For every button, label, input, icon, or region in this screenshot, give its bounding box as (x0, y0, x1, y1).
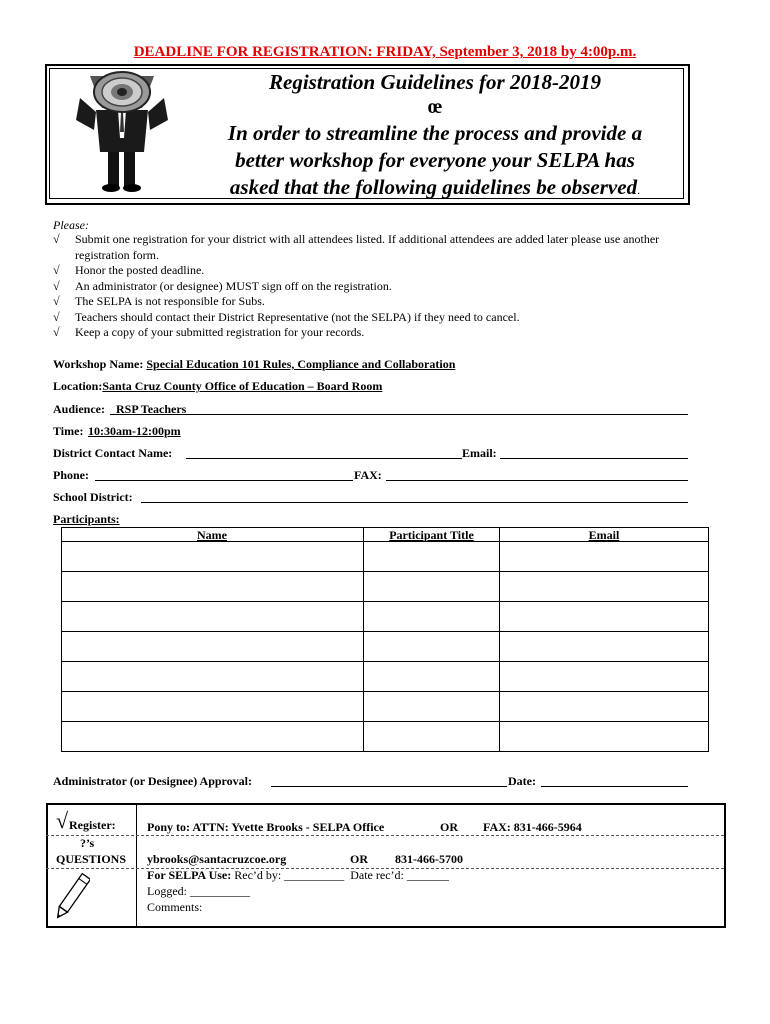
school-district-label: School District: (53, 490, 133, 504)
email-label: Email: (462, 446, 497, 460)
list-item: √ The SELPA is not responsible for Subs. (53, 294, 265, 308)
approval-signature-field[interactable] (271, 786, 507, 787)
name-cell[interactable] (62, 572, 364, 602)
audience-underline (110, 414, 688, 415)
check-icon: √ (53, 325, 60, 339)
list-item: √ Keep a copy of your submitted registration for your records. (53, 325, 365, 339)
workshop-name-row: Workshop Name: Special Education 101 Rules, Compliance and Collaboration (53, 357, 456, 371)
participants-table (61, 527, 709, 752)
checkmark-icon: √ (56, 808, 69, 833)
location-row: Location:Santa Cruz County Office of Education – Board Room (53, 379, 383, 393)
banner-line: In order to streamline the process and provide a (227, 121, 643, 145)
name-cell[interactable] (62, 542, 364, 572)
column-header-title: Participant Title (389, 528, 474, 542)
title-cell[interactable] (363, 692, 500, 722)
header-cell (363, 528, 500, 542)
list-item: √ Submit one registration for your district with all attendees listed. If additional attendees are added later please use another (53, 232, 660, 246)
name-cell[interactable] (62, 722, 364, 752)
questions-label: QUESTIONS (56, 852, 127, 866)
title-cell[interactable] (363, 572, 500, 602)
footer-row-divider (46, 835, 724, 836)
table-row[interactable] (62, 632, 709, 662)
table-row[interactable] (62, 662, 709, 692)
email-cell[interactable] (500, 572, 709, 602)
school-district-field[interactable] (141, 502, 688, 503)
banner-ornament: œ (427, 96, 443, 118)
or-label: OR (350, 852, 368, 866)
district-contact-label: District Contact Name: (53, 446, 173, 460)
name-cell[interactable] (62, 692, 364, 722)
check-icon: √ (53, 294, 60, 308)
list-item: √ An administrator (or designee) MUST sign off on the registration. (53, 278, 392, 293)
table-row[interactable] (62, 572, 709, 602)
check-icon: √ (53, 309, 60, 324)
district-contact-field[interactable] (186, 458, 462, 459)
check-icon: √ (53, 278, 60, 293)
audience-label: Audience: (53, 402, 105, 416)
name-cell[interactable] (62, 662, 364, 692)
register-label: Register: (69, 818, 116, 832)
location-value: Santa Cruz County Office of Education – Board Room (102, 379, 383, 393)
table-row[interactable] (62, 602, 709, 632)
banner-line: better workshop for everyone your SELPA has (235, 148, 635, 172)
list-item: √ Honor the posted deadline. (53, 263, 205, 277)
header-cell (62, 528, 364, 542)
list-item-continuation: registration form. (75, 247, 159, 262)
title-cell[interactable] (363, 662, 500, 692)
email-cell[interactable] (500, 662, 709, 692)
banner-title: Registration Guidelines for 2018-2019 (269, 70, 601, 94)
guidelines-list (53, 232, 703, 341)
column-header-email: Email (588, 528, 620, 542)
time-label: Time: (53, 424, 84, 438)
approval-label: Administrator (or Designee) Approval: (53, 774, 252, 788)
header-cell (500, 528, 709, 542)
title-cell[interactable] (363, 722, 500, 752)
phone-field[interactable] (95, 480, 353, 481)
pencil-icon (54, 868, 90, 926)
title-cell[interactable] (363, 602, 500, 632)
megaphone-man-illustration (72, 68, 172, 194)
phone-label: Phone: (53, 468, 89, 482)
table-row[interactable] (62, 542, 709, 572)
check-icon: √ (53, 232, 60, 246)
banner-message (190, 120, 680, 204)
table-row[interactable] (62, 692, 709, 722)
contact-email[interactable]: ybrooks@santacruzcoe.org (147, 852, 287, 866)
table-row[interactable] (62, 722, 709, 752)
date-recd-field[interactable]: Date rec’d: _______ (350, 868, 449, 882)
deadline-heading: DEADLINE FOR REGISTRATION: FRIDAY, September 3, 2018 by 4:00p.m. (133, 44, 637, 60)
or-label: OR (440, 820, 458, 834)
time-value: 10:30am-12:00pm (88, 424, 181, 438)
check-icon: √ (53, 263, 60, 277)
email-cell[interactable] (500, 722, 709, 752)
contact-phone: 831-466-5700 (395, 852, 463, 866)
banner-line: asked that the following guidelines be observed. (229, 175, 641, 199)
fax-label: FAX: (354, 468, 382, 482)
please-label: Please: (53, 218, 89, 232)
name-cell[interactable] (62, 632, 364, 662)
email-cell[interactable] (500, 632, 709, 662)
approval-date-label: Date: (508, 774, 536, 788)
workshop-name-value: Special Education 101 Rules, Compliance and Collaboration (146, 357, 456, 371)
fax-number: FAX: 831-466-5964 (483, 820, 582, 834)
email-cell[interactable] (500, 542, 709, 572)
selpa-use-label: For SELPA Use: (147, 868, 232, 882)
email-field[interactable] (500, 458, 688, 459)
name-cell[interactable] (62, 602, 364, 632)
comments-field[interactable]: Comments: (147, 900, 203, 914)
selpa-use-row (147, 868, 449, 883)
column-header-name: Name (197, 528, 227, 542)
audience-value: RSP Teachers (116, 402, 187, 416)
fax-field[interactable] (386, 480, 688, 481)
pony-instructions: Pony to: ATTN: Yvette Brooks - SELPA Office (147, 820, 385, 834)
table-header-row (62, 528, 709, 542)
approval-date-field[interactable] (541, 786, 688, 787)
logged-field[interactable]: Logged: __________ (147, 884, 250, 898)
questions-mark-label: ?’s (80, 836, 95, 850)
email-cell[interactable] (500, 692, 709, 722)
title-cell[interactable] (363, 542, 500, 572)
footer-divider (136, 803, 137, 926)
list-item: √ Teachers should contact their District Representative (not the SELPA) if they need to cancel. (53, 309, 520, 324)
email-cell[interactable] (500, 602, 709, 632)
participants-label: Participants: (53, 512, 120, 526)
recd-by-field[interactable]: Rec’d by: __________ (234, 868, 345, 882)
title-cell[interactable] (363, 632, 500, 662)
